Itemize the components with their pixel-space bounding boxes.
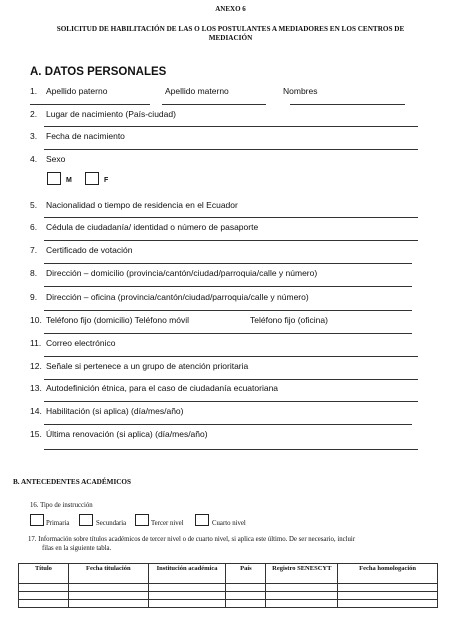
item-11 (30, 338, 115, 348)
item-number: 6. (30, 222, 38, 232)
item-6 (30, 222, 258, 232)
item-10 (30, 315, 189, 325)
answer-line[interactable] (44, 401, 418, 402)
table-cell[interactable] (19, 592, 69, 600)
table-cell[interactable] (68, 584, 148, 592)
col-header-fecha-homologacion: Fecha homologación (338, 564, 438, 584)
item-number: 1. (30, 86, 38, 96)
table-cell[interactable] (226, 592, 266, 600)
cuarto-nivel-checkbox[interactable] (195, 514, 209, 526)
form-title-line2: MEDIACIÓN (208, 34, 253, 42)
question-17-cont: filas en la siguiente tabla. (42, 545, 112, 552)
item-label: Teléfono fijo (domicilio) Teléfono móvil (46, 315, 189, 325)
sex-f-label: F (104, 177, 109, 184)
item-9 (30, 292, 309, 302)
form-title (25, 25, 436, 43)
item-number: 12. (30, 361, 42, 371)
item-13 (30, 383, 278, 393)
item-number: 8. (30, 268, 38, 278)
item-label: Habilitación (si aplica) (día/mes/año) (46, 406, 184, 416)
primaria-label: Primaria (46, 520, 70, 527)
form-title-line1: SOLICITUD DE HABILITACIÓN DE LAS O LOS POSTULANTES A MEDIADORES EN LOS CENTROS DE (56, 25, 405, 33)
item-label: Apellido paterno (46, 86, 108, 96)
item-2 (30, 109, 176, 119)
answer-line[interactable] (44, 217, 418, 218)
item-8 (30, 268, 317, 278)
table-cell[interactable] (68, 600, 148, 608)
item-label: Cédula de ciudadanía/ identidad o número de pasaporte (46, 222, 259, 232)
item-1-nombres: Nombres (283, 86, 318, 96)
tercer-nivel-label: Tercer nivel (151, 520, 184, 527)
table-row (19, 592, 438, 600)
table-row (19, 600, 438, 608)
answer-line[interactable] (44, 126, 418, 127)
table-cell[interactable] (266, 600, 338, 608)
item-number: 14. (30, 406, 42, 416)
answer-line[interactable] (44, 263, 412, 264)
answer-line[interactable] (44, 449, 418, 450)
item-number: 11. (30, 338, 42, 348)
item-label: Certificado de votación (46, 245, 133, 255)
table-cell[interactable] (338, 600, 438, 608)
item-14 (30, 406, 183, 416)
item-10-oficina: Teléfono fijo (oficina) (250, 315, 328, 325)
answer-line[interactable] (44, 286, 412, 287)
item-number: 10. (30, 315, 42, 325)
tercer-nivel-checkbox[interactable] (135, 514, 149, 526)
item-number: 5. (30, 200, 38, 210)
item-label: Última renovación (si aplica) (día/mes/año) (46, 429, 208, 439)
answer-line[interactable] (44, 333, 412, 334)
item-12 (30, 361, 248, 371)
table-cell[interactable] (148, 600, 226, 608)
answer-line[interactable] (44, 149, 418, 150)
question-16: 16. Tipo de instrucción (30, 502, 93, 509)
item-label: Dirección – oficina (provincia/cantón/ciudad/parroquia/calle y número) (46, 292, 309, 302)
answer-line[interactable] (44, 240, 418, 241)
sex-m-label: M (66, 177, 72, 184)
primaria-checkbox[interactable] (30, 514, 44, 526)
item-15 (30, 429, 208, 439)
item-number: 7. (30, 245, 38, 255)
item-label: Autodefinición étnica, para el caso de ciudadanía ecuatoriana (46, 383, 279, 393)
col-header-pais: País (226, 564, 266, 584)
item-number: 3. (30, 131, 38, 141)
table-cell[interactable] (148, 584, 226, 592)
table-cell[interactable] (338, 584, 438, 592)
item-number: 15. (30, 429, 42, 439)
col-header-fecha-titulacion: Fecha titulación (68, 564, 148, 584)
answer-line[interactable] (44, 379, 418, 380)
answer-line[interactable] (44, 310, 412, 311)
col-header-titulo: Título (19, 564, 69, 584)
item-number: 4. (30, 154, 38, 164)
item-label: Nacionalidad o tiempo de residencia en el Ecuador (46, 200, 238, 210)
item-label: Fecha de nacimiento (46, 131, 125, 141)
answer-line[interactable] (30, 104, 150, 105)
table-cell[interactable] (266, 584, 338, 592)
col-header-institucion: Institución académica (148, 564, 226, 584)
item-label: Correo electrónico (46, 338, 116, 348)
table-header-row (19, 564, 438, 584)
question-17: 17. Información sobre títulos académicos de tercer nivel o de cuarto nivel, si aplica este último. De ser necesario, incluir (28, 536, 356, 543)
table-cell[interactable] (19, 584, 69, 592)
section-b-heading: B. ANTECEDENTES ACADÉMICOS (13, 478, 132, 486)
annex-label: ANEXO 6 (215, 5, 246, 13)
sex-f-checkbox[interactable] (85, 172, 99, 185)
table-cell[interactable] (68, 592, 148, 600)
item-label: Lugar de nacimiento (País-ciudad) (46, 109, 176, 119)
table-cell[interactable] (226, 600, 266, 608)
section-a-heading: A. DATOS PERSONALES (30, 66, 167, 78)
item-7 (30, 245, 132, 255)
item-number: 13. (30, 383, 42, 393)
secundaria-label: Secundaria (96, 520, 127, 527)
answer-line[interactable] (44, 424, 412, 425)
table-cell[interactable] (338, 592, 438, 600)
item-label: Señale si pertenece a un grupo de atención prioritaria (46, 361, 249, 371)
sex-m-checkbox[interactable] (47, 172, 61, 185)
item-number: 9. (30, 292, 38, 302)
answer-line[interactable] (162, 104, 266, 105)
answer-line[interactable] (290, 104, 405, 105)
cuarto-nivel-label: Cuarto nivel (212, 520, 246, 527)
academic-titles-table (18, 563, 438, 608)
item-label: Sexo (46, 154, 66, 164)
table-cell[interactable] (19, 600, 69, 608)
item-1-materno: Apellido materno (165, 86, 229, 96)
item-4 (30, 154, 65, 164)
item-label: Dirección – domicilio (provincia/cantón/ciudad/parroquia/calle y número) (46, 268, 318, 278)
col-header-registro: Registro SENESCYT (266, 564, 338, 584)
table-row (19, 584, 438, 592)
item-3 (30, 131, 125, 141)
answer-line[interactable] (44, 356, 418, 357)
item-number: 2. (30, 109, 38, 119)
table-cell[interactable] (226, 584, 266, 592)
secundaria-checkbox[interactable] (79, 514, 93, 526)
item-1 (30, 86, 107, 96)
table-cell[interactable] (148, 592, 226, 600)
table-cell[interactable] (266, 592, 338, 600)
item-5 (30, 200, 238, 210)
